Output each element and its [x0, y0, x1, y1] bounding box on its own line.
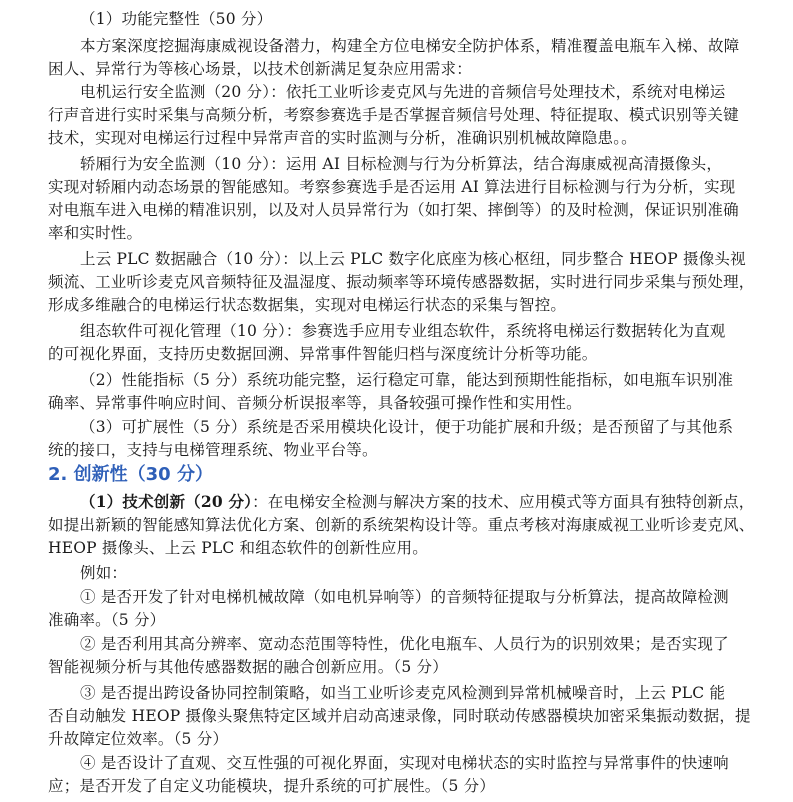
- section-2-heading: 2. 创新性（30 分）: [48, 464, 213, 485]
- tech-innovation-text: ：在电梯安全检测与解决方案的技术、应用模式等方面具有独特创新点，: [252, 493, 755, 511]
- example-1-line: 准确率。（5 分）: [48, 611, 166, 629]
- extensibility-line: （3）可扩展性（5 分）系统是否采用模块化设计，便于功能扩展和升级；是否预留了与其他系: [80, 418, 734, 436]
- car-behavior-line: 实现对轿厢内动态场景的智能感知。考察参赛选手是否运用 AI 算法进行目标检测与行为分析，实现: [48, 178, 736, 196]
- example-4-line: 应；是否开发了自定义功能模块，提升系统的可扩展性。（5 分）: [48, 777, 496, 795]
- car-behavior-line: 对电瓶车进入电梯的精准识别，以及对人员异常行为（如打架、摔倒等）的及时检测，保证识别准确: [48, 201, 739, 219]
- plc-fusion-line: 形成多维融合的电梯运行状态数据集，实现对电梯运行状态的采集与智控。: [48, 296, 567, 314]
- performance-line: 确率、异常事件响应时间、音频分析误报率等，具备较强可操作性和实用性。: [48, 394, 582, 412]
- tech-innovation-line: HEOP 摄像头、上云 PLC 和组态软件的创新性应用。: [48, 539, 428, 557]
- car-behavior-line: 轿厢行为安全监测（10 分）：运用 AI 目标检测与行为分析算法，结合海康威视高清摄像头，: [80, 155, 723, 173]
- performance-line: （2）性能指标（5 分）系统功能完整，运行稳定可靠，能达到预期性能指标，如电瓶车识别准: [80, 371, 734, 389]
- scada-line: 的可视化界面，支持历史数据回溯、异常事件智能归档与深度统计分析等功能。: [48, 345, 598, 363]
- section-1-title: （1）功能完整性（50 分）: [80, 10, 273, 28]
- tech-innovation-line: 如提出新颖的智能感知算法优化方案、创新的系统架构设计等。重点考核对海康威视工业听诊麦克风、: [48, 516, 755, 534]
- intro-line: 本方案深度挖掘海康威视设备潜力，构建全方位电梯安全防护体系，精准覆盖电瓶车入梯、故障: [80, 37, 740, 55]
- example-1-line: ① 是否开发了针对电梯机械故障（如电机异响等）的音频特征提取与分析算法，提高故障检测: [80, 588, 729, 606]
- example-3-line: ③ 是否提出跨设备协同控制策略，如当工业听诊麦克风检测到异常机械噪音时，上云 PLC 能: [80, 684, 726, 702]
- example-2-line: ② 是否利用其高分辨率、宽动态范围等特性，优化电瓶车、人员行为的识别效果；是否实现了: [80, 635, 729, 653]
- plc-fusion-line: 上云 PLC 数据融合（10 分）：以上云 PLC 数字化底座为核心枢纽，同步整合 HEOP 摄像头视: [80, 250, 746, 268]
- scada-line: 组态软件可视化管理（10 分）：参赛选手应用专业组态软件，系统将电梯运行数据转化为直观: [80, 322, 726, 340]
- example-label: 例如：: [80, 564, 128, 582]
- example-2-line: 智能视频分析与其他传感器数据的融合创新应用。（5 分）: [48, 658, 448, 676]
- motor-monitoring-line: 电机运行安全监测（20 分）：依托工业听诊麦克风与先进的音频信号处理技术，系统对电梯运: [80, 83, 726, 101]
- extensibility-line: 统的接口，支持与电梯管理系统、物业平台等。: [48, 441, 378, 459]
- motor-monitoring-line: 行声音进行实时采集与高频分析，考察参赛选手是否掌握音频信号处理、特征提取、模式识别等关键: [48, 106, 739, 124]
- plc-fusion-line: 频流、工业听诊麦克风音频特征及温湿度、振动频率等环境传感器数据，实时进行同步采集与预处理，: [48, 273, 755, 291]
- tech-innovation-label: （1）技术创新（20 分）: [80, 492, 253, 511]
- example-4-line: ④ 是否设计了直观、交互性强的可视化界面，实现对电梯状态的实时监控与异常事件的快速响: [80, 754, 729, 772]
- example-3-line: 否自动触发 HEOP 摄像头聚焦特定区域并启动高速录像，同时联动传感器模块加密采集振动数据，提: [48, 707, 751, 725]
- motor-monitoring-line: 技术，实现对电梯运行过程中异常声音的实时监测与分析，准确识别机械故障隐患。。: [48, 129, 637, 147]
- tech-innovation-line: [80, 491, 755, 513]
- example-3-line: 升故障定位效率。（5 分）: [48, 730, 229, 748]
- car-behavior-line: 率和实时性。: [48, 224, 143, 242]
- intro-line: 困人、异常行为等核心场景，以技术创新满足复杂应用需求：: [48, 60, 472, 78]
